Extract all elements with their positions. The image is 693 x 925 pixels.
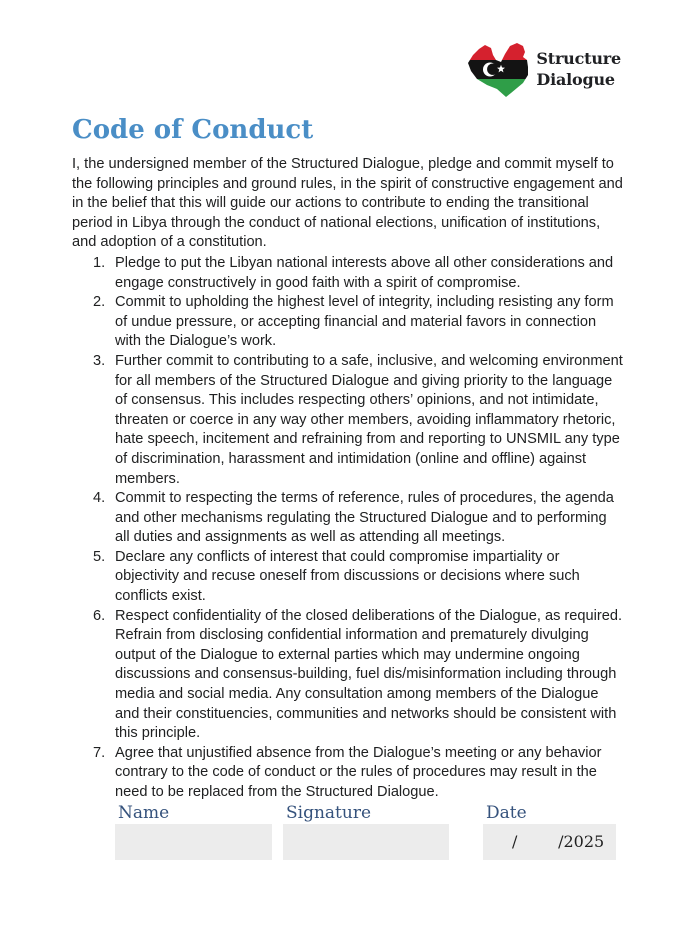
date-value: / /2025 bbox=[512, 831, 605, 851]
name-field bbox=[115, 804, 272, 860]
libya-map-icon bbox=[463, 41, 529, 97]
name-input-box[interactable] bbox=[115, 824, 272, 860]
name-label: Name bbox=[118, 802, 170, 823]
signature-field bbox=[283, 804, 449, 860]
principles-list bbox=[72, 254, 623, 803]
signature-label: Signature bbox=[286, 802, 372, 823]
date-field bbox=[483, 804, 616, 860]
logo-wordmark bbox=[536, 48, 621, 90]
signature-area bbox=[72, 804, 623, 866]
intro-paragraph: I, the undersigned member of the Structured Dialogue, pledge and commit myself to the following principles and ground rules, in the spirit of constructive engagement and in the belief that this will guide our actions to contribute to ending the transitional period in Libya through the conduct of national elections, unification of institutions, and adoption of a constitution. bbox=[72, 156, 623, 251]
principle-item-3: Further commit to contributing to a safe, inclusive, and welcoming environment for all members of the Structured Dialogue and giving priority to the language of consensus. This includes respecting others’ opinions, and not intimidate, threaten or coerce in any way other members, avoiding inflammatory rhetoric, hate speech, incitement and refraining from and reporting to UNSMIL any type of discrimination, harassment and intimidation (online and offline) against members. bbox=[115, 352, 623, 487]
principle-item-7: Agree that unjustified absence from the Dialogue’s meeting or any behavior contrary to the code of conduct or the rules of procedures may result in the need to be replaced from the Structured Dialogue. bbox=[115, 744, 602, 800]
date-input-box[interactable] bbox=[483, 824, 616, 860]
principle-item-2: Commit to upholding the highest level of integrity, including resisting any form of undue pressure, or accepting financial and material favors in connection with the Dialogue’s work. bbox=[115, 294, 614, 350]
principle-item-4: Commit to respecting the terms of reference, rules of procedures, the agenda and other mechanisms regulating the Structured Dialogue and to performing all duties and assignments as well as attending all meetings. bbox=[115, 490, 614, 546]
document-content bbox=[72, 114, 623, 866]
principle-item-1: Pledge to put the Libyan national interests above all other considerations and engage constructively in good faith with a spirit of compromise. bbox=[115, 254, 614, 291]
principle-item-5: Declare any conflicts of interest that could compromise impartiality or objectivity and recuse oneself from discussions or decisions where such conflicts exist. bbox=[115, 548, 580, 605]
page-title: Code of Conduct bbox=[72, 115, 314, 145]
principle-item-6: Respect confidentiality of the closed deliberations of the Dialogue, as required. Refrain from disclosing confidential information and prematurely divulging output of the Dialogue to external parties which may undermine ongoing discussions and consensus-building, fuel dis/misinformation including through media and social media. Any consultation among members of the Dialogue and their constituencies, communities and networks should be consistent with this principle. bbox=[115, 607, 623, 742]
signature-input-box[interactable] bbox=[283, 824, 449, 860]
logo-line-2: Dialogue bbox=[536, 70, 615, 89]
date-label: Date bbox=[486, 802, 527, 823]
logo-line-1: Structure bbox=[536, 49, 621, 68]
logo bbox=[463, 41, 621, 97]
